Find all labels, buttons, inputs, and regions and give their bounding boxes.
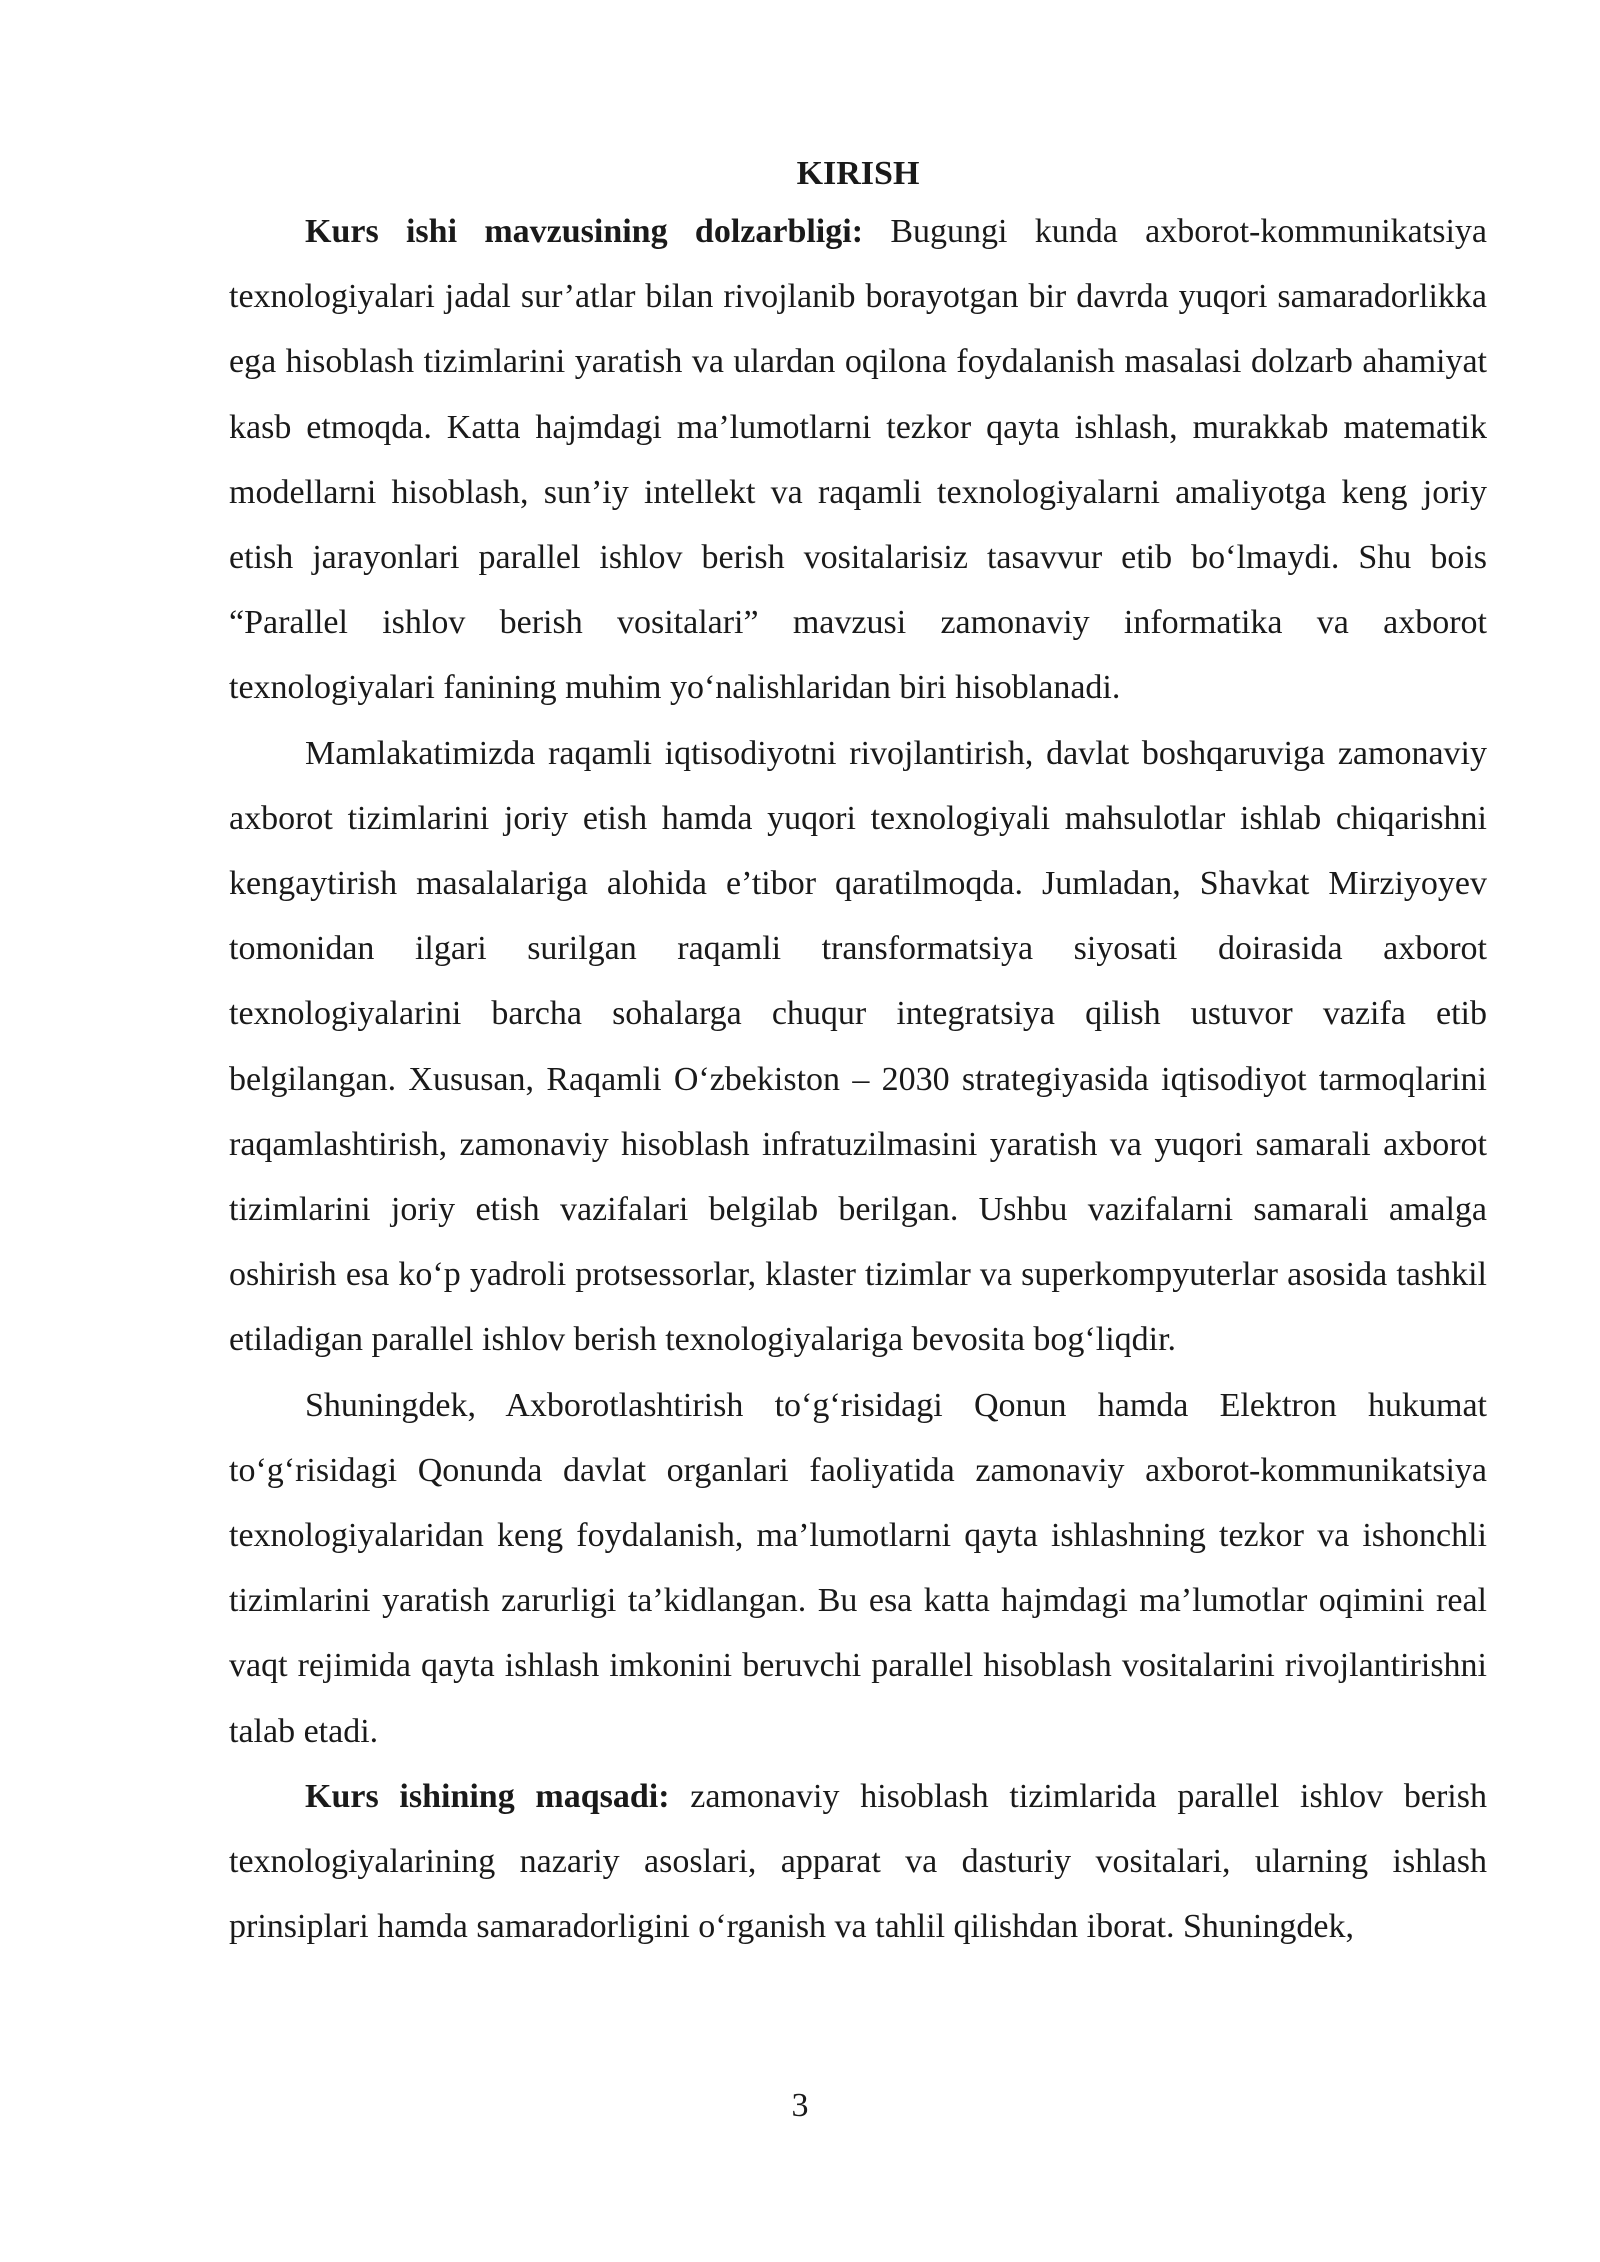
document-page	[229, 150, 1487, 1959]
paragraph-lead-goal: Kurs ishining maqsadi:	[305, 1777, 670, 1815]
page-number: 3	[791, 2087, 809, 2124]
paragraph-relevance	[229, 199, 1487, 721]
paragraph-goal	[229, 1764, 1487, 1960]
paragraph-text-relevance: Bugungi kunda axborot-kommunikatsiya texnologiyalari jadal sur’atlar bilan rivojlanib borayotgan bir davrda yuqori samaradorlikka ega hisoblash tizimlarini yaratish va ulardan oqilona foydalanish masalasi dolzarb ahamiyat kasb etmoqda. Katta hajmdagi ma’lumotlarni tezkor qayta ishlash, murakkab matematik modellarni hisoblash, sun’iy intellekt va raqamli texnologiyalarni amaliyotga keng joriy etish jarayonlari parallel ishlov berish vositalarisiz tasavvur etib bo‘lmaydi. Shu bois “Parallel ishlov berish vositalari” mavzusi zamonaviy informatika va axborot texnologiyalari fanining muhim yo‘nalishlaridan biri hisoblanadi.	[229, 213, 1487, 707]
paragraph-digital-economy	[229, 721, 1487, 1373]
paragraph-lead-relevance: Kurs ishi mavzusining dolzarbligi:	[305, 213, 864, 250]
paragraph-text-goal: zamonaviy hisoblash tizimlarida parallel ishlov berish texnologiyalarining nazariy asoslari, apparat va dasturiy vositalari, ularning ishlash prinsiplari hamda samaradorligini o‘rganish va tahlil qilishdan iborat. Shuningdek,	[229, 1777, 1487, 1946]
paragraph-text-digital-economy: Mamlakatimizda raqamli iqtisodiyotni rivojlantirish, davlat boshqaruviga zamonaviy axborot tizimlarini joriy etish hamda yuqori texnologiyali mahsulotlar ishlab chiqarishni kengaytirish masalalariga alohida e’tibor qaratilmoqda. Jumladan, Shavkat Mirziyoyev tomonidan ilgari surilgan raqamli transformatsiya siyosati doirasida axborot texnologiyalarini barcha sohalarga chuqur integratsiya qilish ustuvor vazifa etib belgilangan. Xususan, Raqamli O‘zbekiston – 2030 strategiyasida iqtisodiyot tarmoqlarini raqamlashtirish, zamonaviy hisoblash infratuzilmasini yaratish va yuqori samarali axborot tizimlarini joriy etish vazifalari belgilab berilgan. Ushbu vazifalarni samarali amalga oshirish esa ko‘p yadroli protsessorlar, klaster tizimlar va superkompyuterlar asosida tashkil etiladigan parallel ishlov berish texnologiyalariga bevosita bog‘liqdir.	[229, 734, 1487, 1359]
section-heading: KIRISH	[796, 155, 920, 192]
paragraph-laws	[229, 1373, 1487, 1764]
paragraph-text-laws: Shuningdek, Axborotlashtirish to‘g‘risidagi Qonun hamda Elektron hukumat to‘g‘risidagi Qonunda davlat organlari faoliyatida zamonaviy axborot-kommunikatsiya texnologiyalaridan keng foydalanish, ma’lumotlarni qayta ishlashning tezkor va ishonchli tizimlarini yaratish zarurligi ta’kidlangan. Bu esa katta hajmdagi ma’lumotlar oqimini real vaqt rejimida qayta ishlash imkonini beruvchi parallel hisoblash vositalarini rivojlantirishni talab etadi.	[229, 1386, 1487, 1750]
